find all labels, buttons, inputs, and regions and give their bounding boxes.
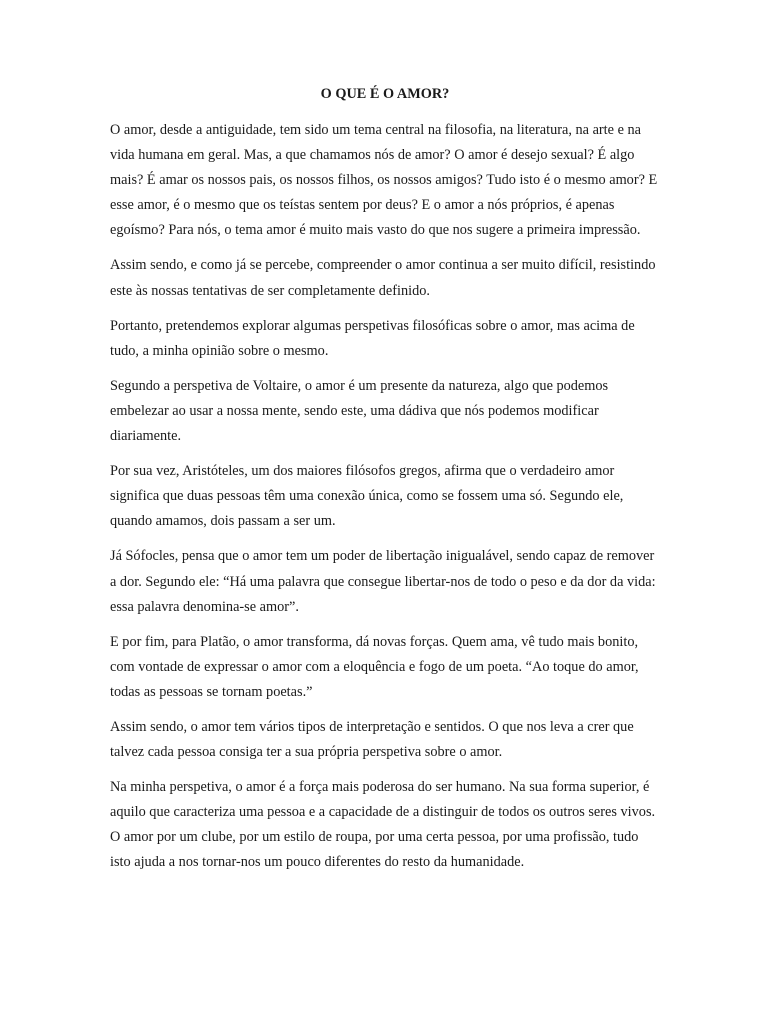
paragraph: Por sua vez, Aristóteles, um dos maiores filósofos gregos, afirma que o verdadeiro amor significa que duas pessoas têm uma conexão única, como se fossem uma só. Segundo ele, quando amamos, dois passam a ser um. [110, 463, 624, 530]
paragraph: Portanto, pretendemos explorar algumas perspetivas filosóficas sobre o amor, mas acima de tudo, a minha opinião sobre o mesmo. [110, 317, 635, 359]
paragraph: Assim sendo, e como já se percebe, compreender o amor continua a ser muito difícil, resistindo este às nossas tentativas de ser completamente definido. [110, 257, 656, 299]
paragraph: E por fim, para Platão, o amor transforma, dá novas forças. Quem ama, vê tudo mais bonito, com vontade de expressar o amor com a eloquência e fogo de um poeta. “Ao toque do amor, todas as pessoas se tornam poetas.” [110, 633, 639, 700]
paragraph: Já Sófocles, pensa que o amor tem um poder de libertação inigualável, sendo capaz de remover a dor. Segundo ele: “Há uma palavra que consegue libertar-nos de todo o peso e da dor da vida: essa palavra denomina-se amor”. [110, 548, 656, 615]
paragraph: Assim sendo, o amor tem vários tipos de interpretação e sentidos. O que nos leva a crer que talvez cada pessoa consiga ter a sua própria perspetiva sobre o amor. [110, 718, 634, 761]
paragraph: Na minha perspetiva, o amor é a força mais poderosa do ser humano. Na sua forma superior, é aquilo que caracteriza uma pessoa e a capacidade de a distinguir de todos os outros seres vivos. O amor por um clube, por um estilo de roupa, por uma certa pessoa, por uma profissão, tudo isto ajuda a nos tornar-nos um pouco diferentes do resto da humanidade. [110, 779, 656, 871]
paragraph: Segundo a perspetiva de Voltaire, o amor é um presente da natureza, algo que podemos embelezar ao usar a nossa mente, sendo este, uma dádiva que nós podemos modificar diariamente. [110, 377, 609, 445]
document-title: O QUE É O AMOR? [320, 86, 450, 102]
paragraph: O amor, desde a antiguidade, tem sido um tema central na filosofia, na literatura, na arte e na vida humana em geral. Mas, a que chamamos nós de amor? O amor é desejo sexual? É algo mais? É amar os nossos pais, os nossos filhos, os nossos amigos? Tudo isto é o mesmo amor? E esse amor, é o mesmo que os teístas sentem por deus? E o amor a nós próprios, é apenas egoísmo? Para nós, o tema amor é muito mais vasto do que nos sugere a primeira impressão. [110, 122, 658, 239]
document-body [110, 84, 660, 886]
